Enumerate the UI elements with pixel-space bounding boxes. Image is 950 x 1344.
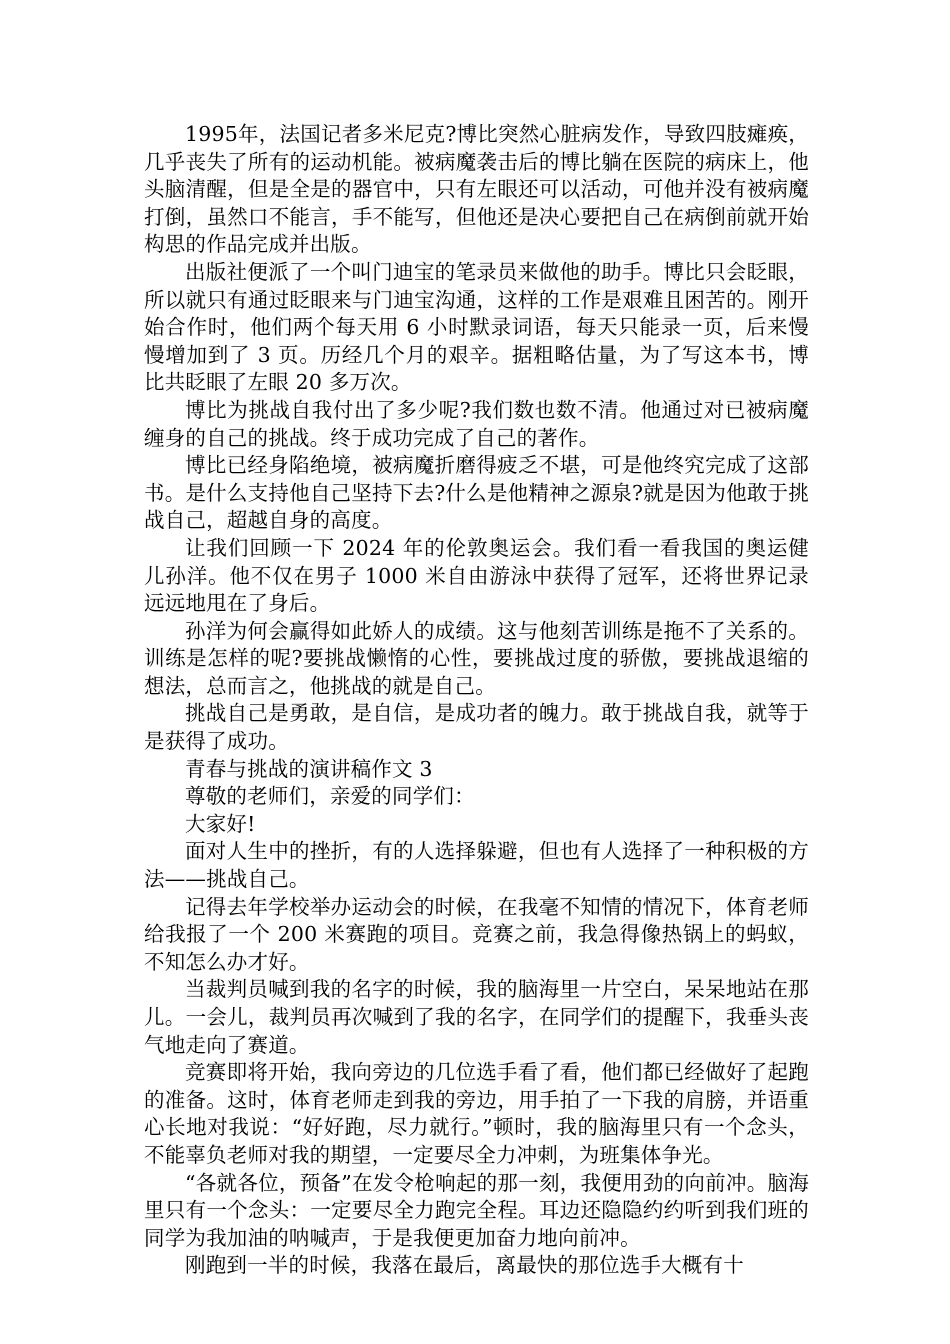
document-body	[144, 121, 809, 1280]
paragraph: 孙洋为何会赢得如此娇人的成绩。这与他刻苦训练是拖不了关系的。训练是怎样的呢?要挑战懒惰的心性，要挑战过度的骄傲，要挑战退缩的想法，总而言之，他挑战的就是自己。	[144, 618, 809, 698]
paragraph: 让我们回顾一下 2024 年的伦敦奥运会。我们看一看我国的奥运健儿孙洋。他不仅在男子 1000 米自由游泳中获得了冠军，还将世界记录远远地甩在了身后。	[144, 535, 809, 616]
paragraph: 刚跑到一半的时候，我落在最后，离最快的那位选手大概有十	[185, 1253, 744, 1278]
paragraph: 挑战自己是勇敢，是自信，是成功者的魄力。敢于挑战自我，就等于是获得了成功。	[144, 701, 809, 754]
paragraph: 面对人生中的挫折，有的人选择躲避，但也有人选择了一种积极的方法——挑战自己。	[144, 839, 809, 892]
paragraph: 博比已经身陷绝境，被病魔折磨得疲乏不堪，可是他终究完成了这部书。是什么支持他自己坚持下去?什么是他精神之源泉?就是因为他敢于挑战自己，超越自身的高度。	[144, 453, 809, 533]
section-title: 青春与挑战的演讲稿作文 3	[185, 756, 433, 781]
paragraph: 当裁判员喊到我的名字的时候，我的脑海里一片空白，呆呆地站在那儿。一会儿，裁判员再次喊到了我的名字，在同学们的提醒下，我垂头丧气地走向了赛道。	[144, 977, 809, 1057]
paragraph: 1995年，法国记者多米尼克?博比突然心脏病发作，导致四肢瘫痪，几乎丧失了所有的运动机能。被病魔袭击后的博比躺在医院的病床上，他头脑清醒，但是全是的器官中，只有左眼还可以活动，可他并没有被病魔打倒，虽然口不能言，手不能写，但他还是决心要把自己在病倒前就开始构思的作品完成并出版。	[144, 122, 809, 257]
paragraph: 博比为挑战自我付出了多少呢?我们数也数不清。他通过对已被病魔缠身的自己的挑战。终于成功完成了自己的著作。	[144, 397, 809, 450]
paragraph: 出版社便派了一个叫门迪宝的笔录员来做他的助手。博比只会眨眼，所以就只有通过眨眼来与门迪宝沟通，这样的工作是艰难且困苦的。刚开始合作时，他们两个每天用 6 小时默录词语，每天只能录一页，后来慢慢增加到了 3 页。历经几个月的艰辛。据粗略估量，为了写这本书，博比共眨眼了左眼 20 多万次。	[144, 259, 809, 395]
salutation: 尊敬的老师们，亲爱的同学们：	[185, 784, 475, 809]
greeting: 大家好!	[185, 811, 256, 836]
paragraph: 竞赛即将开始，我向旁边的几位选手看了看，他们都已经做好了起跑的准备。这时，体育老师走到我的旁边，用手拍了一下我的肩膀，并语重心长地对我说：“好好跑，尽力就行。”顿时，我的脑海里只有一个念头，不能辜负老师对我的期望，一定要尽全力冲刺，为班集体争光。	[144, 1060, 809, 1167]
paragraph: 记得去年学校举办运动会的时候，在我毫不知情的情况下，体育老师给我报了一个 200 米赛跑的项目。竞赛之前，我急得像热锅上的蚂蚁，不知怎么办才好。	[144, 894, 809, 974]
paragraph: “各就各位，预备”在发令枪响起的那一刻，我便用劲的向前冲。脑海里只有一个念头：一定要尽全力跑完全程。耳边还隐隐约约听到我们班的同学为我加油的呐喊声，于是我便更加奋力地向前冲。	[144, 1170, 809, 1250]
